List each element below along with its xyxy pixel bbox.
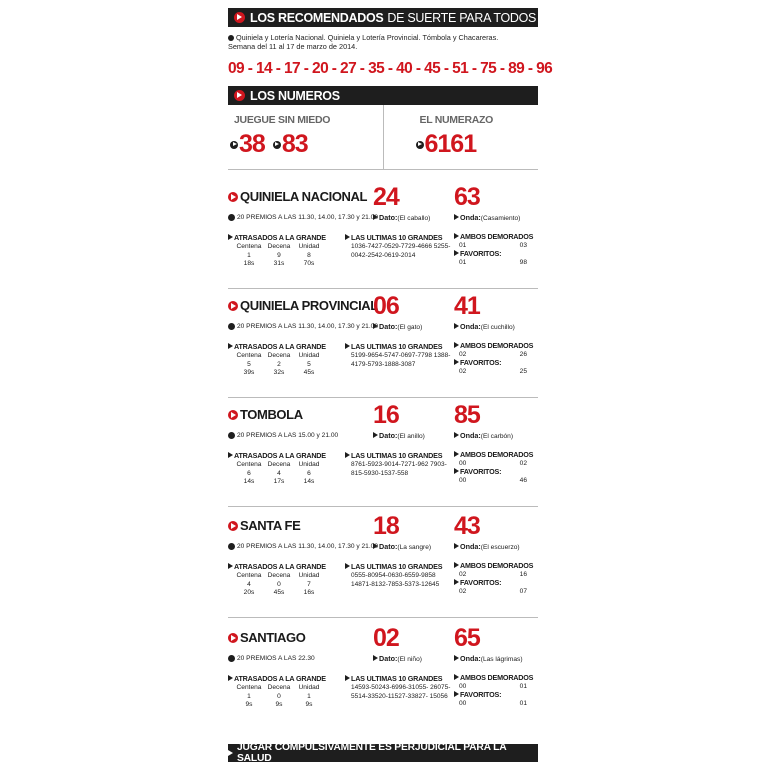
bullet-icon: [228, 35, 234, 41]
unidad-days: 16s: [303, 589, 315, 596]
atrasados: [234, 562, 334, 598]
unidad-days: 9s: [305, 701, 313, 708]
game-name: SANTIAGO: [240, 630, 306, 645]
premios-text: 20 PREMIOS A LAS 22.30: [237, 655, 315, 662]
bullet-icon: [228, 655, 235, 662]
ambos-favoritos: [454, 451, 538, 485]
unidad-header: Unidad: [298, 243, 320, 250]
game-title: [228, 298, 378, 313]
arrow-icon: [454, 674, 459, 680]
centena-value: 1: [247, 692, 251, 700]
onda-text: (El cuchillo): [480, 324, 515, 331]
centena-days: 39s: [243, 369, 255, 376]
ambos-b: 26: [519, 350, 527, 358]
unidad-days: 45s: [303, 369, 315, 376]
favoritos-heading: [454, 359, 538, 368]
ambos-label: AMBOS DEMORADOS: [460, 341, 534, 350]
ambos-heading: [454, 233, 538, 242]
dato-text: (El niño): [397, 656, 422, 663]
decena-value: 4: [277, 469, 281, 477]
arrow-icon: [454, 432, 459, 438]
favoritos-label: FAVORITOS:: [460, 690, 502, 699]
arrow-icon: [345, 675, 350, 681]
dato-line: [373, 542, 431, 551]
ambos-favoritos: [454, 233, 538, 267]
onda-line: [454, 654, 523, 663]
ultimas-grandes: [345, 233, 455, 260]
arrow-icon: [454, 579, 459, 585]
unidad-value: 6: [307, 469, 311, 477]
arrow-icon: [454, 342, 459, 348]
dato-label: Dato:: [379, 431, 398, 440]
numerazo-label: EL NUMERAZO: [419, 114, 494, 126]
favoritos-values: [454, 368, 538, 377]
arrow-icon: [228, 675, 233, 681]
decena-value: 0: [277, 580, 281, 588]
onda-line: [454, 213, 520, 222]
onda-number: 65: [454, 624, 480, 652]
play-icon: [234, 90, 245, 101]
play-icon: [228, 301, 238, 311]
onda-number: 43: [454, 512, 480, 540]
game-name: QUINIELA PROVINCIAL: [240, 298, 378, 313]
game-block: [228, 181, 538, 289]
favoritos-label: FAVORITOS:: [460, 249, 502, 258]
onda-line: [454, 322, 515, 331]
ambos-heading: [454, 562, 538, 571]
ultimas-grandes: [345, 562, 455, 589]
decena-days: 17s: [273, 478, 285, 485]
ambos-favoritos: [454, 674, 538, 708]
onda-label: Onda:: [460, 654, 481, 663]
arrow-icon: [373, 323, 378, 329]
ambos-label: AMBOS DEMORADOS: [460, 561, 534, 570]
onda-line: [454, 542, 520, 551]
atrasados-label: ATRASADOS A LA GRANDE: [234, 233, 326, 242]
game-title: [228, 630, 305, 645]
header-title-rest: DE SUERTE PARA TODOS: [387, 10, 537, 25]
arrow-icon: [345, 563, 350, 569]
arrow-icon: [454, 655, 459, 661]
decena-days: 9s: [275, 701, 283, 708]
arrow-icon: [345, 234, 350, 240]
dato-line: [373, 654, 422, 663]
ultimas-heading: [345, 233, 455, 242]
onda-line: [454, 431, 513, 440]
atrasados-heading: [228, 342, 334, 351]
game-block: [228, 510, 538, 618]
favoritos-values: [454, 700, 538, 709]
atrasados-table: [234, 352, 334, 378]
arrow-icon: [373, 432, 378, 438]
onda-label: Onda:: [460, 431, 481, 440]
ambos-b: 01: [519, 682, 527, 690]
dato-text: (El gato): [397, 324, 423, 331]
ambos-a: 01: [459, 241, 467, 249]
atrasados-label: ATRASADOS A LA GRANDE: [234, 342, 326, 351]
premios-text: 20 PREMIOS A LAS 11.30, 14.00, 17.30 y 21.00: [237, 323, 379, 330]
play-icon: [230, 141, 238, 149]
favoritos-heading: [454, 579, 538, 588]
arrow-icon: [228, 750, 233, 756]
juegue-b: 83: [281, 130, 308, 158]
centena-days: 20s: [243, 589, 255, 596]
atrasados: [234, 342, 334, 378]
numeros-bar: [228, 86, 538, 105]
atrasados: [234, 674, 334, 710]
atrasados-label: ATRASADOS A LA GRANDE: [234, 674, 326, 683]
ultimas-values: 14593-50243-6996-31055- 26075-5514-33520-11527-33827- 15056: [351, 684, 451, 700]
ambos-heading: [454, 451, 538, 460]
premios-text: 20 PREMIOS A LAS 15.00 y 21.00: [237, 432, 339, 439]
intro-line2: Semana del 11 al 17 de marzo de 2014.: [228, 42, 358, 51]
atrasados-table: [234, 572, 334, 598]
ambos-a: 00: [459, 459, 467, 467]
game-name: SANTA FE: [240, 518, 301, 533]
dato-label: Dato:: [379, 213, 398, 222]
unidad-header: Unidad: [298, 572, 320, 579]
favoritos-b: 46: [519, 476, 527, 484]
favoritos-label: FAVORITOS:: [460, 578, 502, 587]
unidad-value: 1: [307, 692, 311, 700]
game-block: [228, 399, 538, 507]
ambos-a: 02: [459, 570, 467, 578]
ultimas-values: 8761-5923-9014-7271-962 7903-815-5930-1537-558: [351, 461, 447, 477]
numerazo-number: 6161: [424, 130, 477, 158]
premios-text: 20 PREMIOS A LAS 11.30, 14.00, 17.30 y 21.00: [237, 214, 379, 221]
dato-label: Dato:: [379, 654, 398, 663]
arrow-icon: [345, 452, 350, 458]
numerazo-number-wrap: [416, 130, 477, 159]
dato-number: 18: [373, 512, 399, 540]
play-icon: [228, 410, 238, 420]
centena-value: 1: [247, 251, 251, 259]
play-icon: [228, 633, 238, 643]
juegue-sin-miedo: [228, 105, 383, 169]
onda-number: 41: [454, 292, 480, 320]
numeros-panel: [228, 105, 538, 170]
ambos-heading: [454, 342, 538, 351]
game-premios: [228, 432, 338, 439]
ambos-b: 16: [519, 570, 527, 578]
game-title: [228, 189, 367, 204]
ultimas-heading: [345, 451, 455, 460]
ultimas-heading: [345, 674, 455, 683]
dato-number: 02: [373, 624, 399, 652]
onda-text: (Las lágrimas): [480, 656, 523, 663]
ambos-a: 02: [459, 350, 467, 358]
centena-header: Centena: [236, 461, 262, 468]
arrow-icon: [454, 233, 459, 239]
arrow-icon: [454, 468, 459, 474]
atrasados-table: [234, 243, 334, 269]
recommended-numbers: 09 - 14 - 17 - 20 - 27 - 35 - 40 - 45 - 51 - 75 - 89 - 96: [228, 60, 553, 77]
unidad-header: Unidad: [298, 352, 320, 359]
arrow-icon: [454, 359, 459, 365]
dato-text: (El anillo): [397, 433, 425, 440]
ultimas-label: LAS ULTIMAS 10 GRANDES: [351, 451, 443, 460]
play-icon: [228, 521, 238, 531]
header-bar: [228, 8, 538, 27]
favoritos-a: 00: [459, 699, 467, 707]
ultimas-grandes: [345, 451, 455, 478]
intro-text: [228, 33, 538, 51]
arrow-icon: [454, 691, 459, 697]
bullet-icon: [228, 432, 235, 439]
play-icon: [416, 141, 424, 149]
dato-label: Dato:: [379, 542, 398, 551]
decena-days: 31s: [273, 260, 285, 267]
dato-line: [373, 213, 430, 222]
atrasados-table: [234, 684, 334, 710]
arrow-icon: [228, 343, 233, 349]
centena-value: 5: [247, 360, 251, 368]
favoritos-heading: [454, 691, 538, 700]
game-premios: [228, 543, 378, 550]
play-icon: [273, 141, 281, 149]
favoritos-heading: [454, 468, 538, 477]
onda-label: Onda:: [460, 213, 481, 222]
ultimas-label: LAS ULTIMAS 10 GRANDES: [351, 674, 443, 683]
favoritos-values: [454, 259, 538, 268]
favoritos-heading: [454, 250, 538, 259]
decena-header: Decena: [267, 684, 291, 691]
favoritos-a: 01: [459, 258, 467, 266]
play-icon: [228, 192, 238, 202]
atrasados-label: ATRASADOS A LA GRANDE: [234, 562, 326, 571]
favoritos-values: [454, 477, 538, 486]
atrasados-label: ATRASADOS A LA GRANDE: [234, 451, 326, 460]
el-numerazo: [383, 105, 539, 169]
ultimas-label: LAS ULTIMAS 10 GRANDES: [351, 342, 443, 351]
ultimas-values: 1036-7427-0529-7729-4666 5255-0042-2542-0619-2014: [351, 243, 451, 259]
ambos-favoritos: [454, 342, 538, 376]
decena-value: 0: [277, 692, 281, 700]
header-title-bold: LOS RECOMENDADOS: [250, 10, 384, 25]
dato-number: 24: [373, 183, 399, 211]
atrasados-heading: [228, 562, 334, 571]
arrow-icon: [228, 452, 233, 458]
game-name: TOMBOLA: [240, 407, 303, 422]
arrow-icon: [373, 655, 378, 661]
unidad-header: Unidad: [298, 684, 320, 691]
ultimas-label: LAS ULTIMAS 10 GRANDES: [351, 562, 443, 571]
atrasados-table: [234, 461, 334, 487]
onda-label: Onda:: [460, 322, 481, 331]
centena-value: 6: [247, 469, 251, 477]
centena-days: 18s: [243, 260, 255, 267]
favoritos-label: FAVORITOS:: [460, 358, 502, 367]
decena-header: Decena: [267, 352, 291, 359]
arrow-icon: [228, 563, 233, 569]
ambos-heading: [454, 674, 538, 683]
ultimas-values: 0555-80954-0630-6559-9858 14871-8132-7853-5373-12645: [351, 572, 440, 588]
unidad-value: 5: [307, 360, 311, 368]
ambos-favoritos: [454, 562, 538, 596]
game-premios: [228, 655, 315, 662]
centena-header: Centena: [236, 572, 262, 579]
favoritos-a: 02: [459, 367, 467, 375]
decena-header: Decena: [267, 572, 291, 579]
premios-text: 20 PREMIOS A LAS 11.30, 14.00, 17.30 y 21.00: [237, 543, 379, 550]
game-block: [228, 622, 538, 730]
unidad-days: 70s: [303, 260, 315, 267]
game-premios: [228, 323, 378, 330]
favoritos-values: [454, 588, 538, 597]
ambos-label: AMBOS DEMORADOS: [460, 232, 534, 241]
decena-days: 45s: [273, 589, 285, 596]
ultimas-values: 5199-9654-5747-0697-7798 1388-4179-5793-1888-3087: [351, 352, 451, 368]
atrasados-heading: [228, 451, 334, 460]
juegue-numbers: [230, 130, 308, 159]
dato-number: 06: [373, 292, 399, 320]
arrow-icon: [454, 543, 459, 549]
ultimas-grandes: [345, 674, 455, 701]
dato-number: 16: [373, 401, 399, 429]
game-name: QUINIELA NACIONAL: [240, 189, 368, 204]
favoritos-b: 07: [519, 587, 527, 595]
favoritos-label: FAVORITOS:: [460, 467, 502, 476]
arrow-icon: [373, 214, 378, 220]
ultimas-grandes: [345, 342, 455, 369]
unidad-days: 14s: [303, 478, 315, 485]
decena-value: 2: [277, 360, 281, 368]
dato-label: Dato:: [379, 322, 398, 331]
favoritos-b: 25: [519, 367, 527, 375]
ambos-b: 02: [519, 459, 527, 467]
arrow-icon: [373, 543, 378, 549]
intro-line1: Quiniela y Lotería Nacional. Quiniela y Lotería Provincial. Tómbola y Chacareras.: [236, 33, 499, 42]
bullet-icon: [228, 323, 235, 330]
centena-header: Centena: [236, 352, 262, 359]
arrow-icon: [454, 562, 459, 568]
lottery-column: [228, 0, 553, 770]
ultimas-heading: [345, 562, 455, 571]
game-block: [228, 290, 538, 398]
numeros-title: LOS NUMEROS: [250, 88, 340, 103]
decena-header: Decena: [267, 461, 291, 468]
ultimas-heading: [345, 342, 455, 351]
onda-number: 63: [454, 183, 480, 211]
atrasados-heading: [228, 674, 334, 683]
onda-text: (El escuerzo): [480, 544, 520, 551]
centena-header: Centena: [236, 684, 262, 691]
bullet-icon: [228, 543, 235, 550]
decena-header: Decena: [267, 243, 291, 250]
onda-label: Onda:: [460, 542, 481, 551]
atrasados: [234, 451, 334, 487]
onda-number: 85: [454, 401, 480, 429]
arrow-icon: [454, 323, 459, 329]
ambos-label: AMBOS DEMORADOS: [460, 673, 534, 682]
decena-days: 32s: [273, 369, 285, 376]
arrow-icon: [454, 250, 459, 256]
decena-value: 9: [277, 251, 281, 259]
footer-text: JUGAR COMPULSIVAMENTE ES PERJUDICIAL PARA LA SALUD: [237, 742, 507, 764]
dato-line: [373, 431, 425, 440]
dato-text: (El caballo): [397, 215, 431, 222]
centena-value: 4: [247, 580, 251, 588]
favoritos-b: 98: [519, 258, 527, 266]
juegue-label: JUEGUE SIN MIEDO: [234, 114, 331, 126]
ultimas-label: LAS ULTIMAS 10 GRANDES: [351, 233, 443, 242]
arrow-icon: [345, 343, 350, 349]
favoritos-a: 00: [459, 476, 467, 484]
divider: [228, 506, 538, 507]
ambos-b: 03: [519, 241, 527, 249]
footer-bar: [228, 744, 538, 762]
game-premios: [228, 214, 378, 221]
divider: [228, 397, 538, 398]
game-title: [228, 407, 303, 422]
unidad-header: Unidad: [298, 461, 320, 468]
atrasados: [234, 233, 334, 269]
divider: [228, 617, 538, 618]
juegue-a: 38: [239, 130, 265, 158]
centena-days: 9s: [245, 701, 253, 708]
favoritos-a: 02: [459, 587, 467, 595]
onda-text: (El carbón): [480, 433, 514, 440]
favoritos-b: 01: [519, 699, 527, 707]
ambos-a: 00: [459, 682, 467, 690]
onda-text: (Casamiento): [480, 215, 521, 222]
atrasados-heading: [228, 233, 334, 242]
play-icon: [234, 12, 245, 23]
unidad-value: 7: [307, 580, 311, 588]
divider: [228, 288, 538, 289]
dato-line: [373, 322, 422, 331]
game-title: [228, 518, 300, 533]
unidad-value: 8: [307, 251, 311, 259]
arrow-icon: [454, 451, 459, 457]
bullet-icon: [228, 214, 235, 221]
arrow-icon: [228, 234, 233, 240]
dato-text: (La sangre): [397, 544, 432, 551]
arrow-icon: [454, 214, 459, 220]
centena-header: Centena: [236, 243, 262, 250]
centena-days: 14s: [243, 478, 255, 485]
ambos-label: AMBOS DEMORADOS: [460, 450, 534, 459]
